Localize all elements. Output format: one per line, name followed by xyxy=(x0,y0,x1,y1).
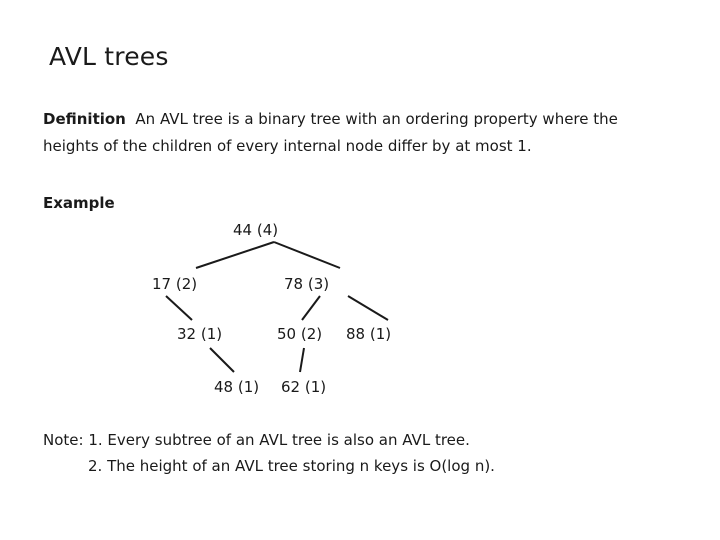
note-block xyxy=(43,427,495,479)
tree-node-44: 44 (4) xyxy=(233,221,279,239)
edge-78-88 xyxy=(348,296,388,320)
note-line1: Note: 1. Every subtree of an AVL tree is also an AVL tree. xyxy=(43,431,470,449)
tree-node-17: 17 (2) xyxy=(152,275,198,293)
edge-17-32 xyxy=(166,296,192,320)
definition-text-line1: An AVL tree is a binary tree with an ordering property where the xyxy=(135,110,618,128)
edge-78-50 xyxy=(302,296,320,320)
tree-node-78: 78 (3) xyxy=(284,275,330,293)
edge-44-17 xyxy=(196,242,274,268)
edge-50-62 xyxy=(300,348,304,372)
tree-node-62: 62 (1) xyxy=(281,378,327,396)
definition-text-line2: heights of the children of every internal node differ by at most 1. xyxy=(43,137,532,155)
edge-32-48 xyxy=(210,348,234,372)
tree-node-88: 88 (1) xyxy=(346,325,392,343)
tree-node-48: 48 (1) xyxy=(214,378,260,396)
slide-title: AVL trees xyxy=(49,42,169,71)
tree-node-32: 32 (1) xyxy=(177,325,223,343)
tree-node-50: 50 (2) xyxy=(277,325,323,343)
definition-keyword: Definition xyxy=(43,110,126,128)
edge-44-78 xyxy=(274,242,340,268)
note-line2: 2. The height of an AVL tree storing n keys is O(log n). xyxy=(88,457,495,475)
example-label: Example xyxy=(43,194,115,212)
